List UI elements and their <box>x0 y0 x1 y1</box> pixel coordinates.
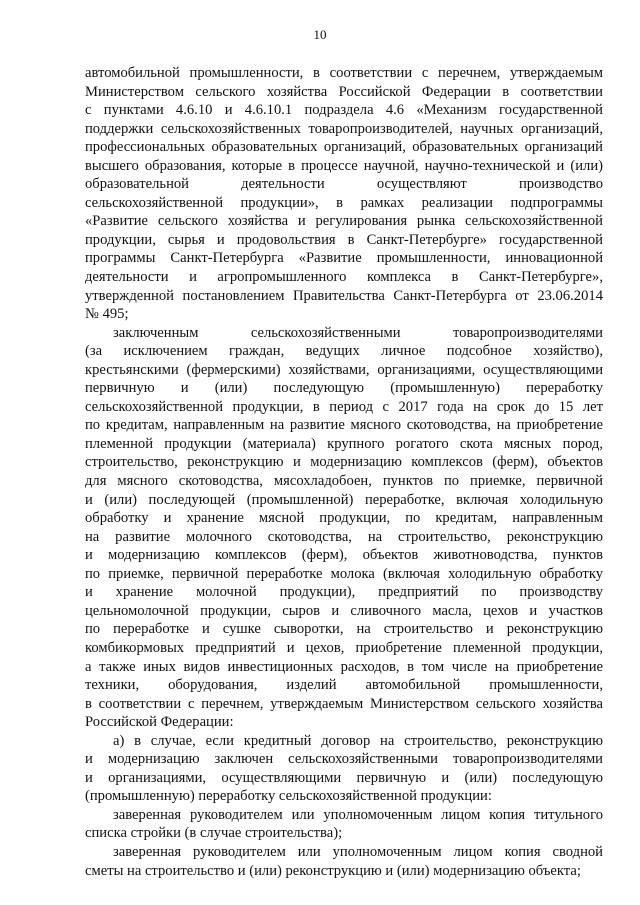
text-line: заключенным сельскохозяйственными товаропроизводителями <box>113 324 603 341</box>
text-line: крестьянскими (фермерскими) хозяйствами, организациями, осуществляющими <box>85 361 603 378</box>
text-line: программы Санкт-Петербурга «Развитие промышленности, инновационной <box>85 250 603 267</box>
body-text <box>85 64 603 880</box>
text-line: а) в случае, если кредитный договор на строительство, реконструкцию <box>113 732 603 749</box>
text-line: техники, оборудования, изделий автомобильной промышленности, <box>85 677 603 694</box>
text-line: заверенная руководителем или уполномоченным лицом копия сводной <box>113 843 603 860</box>
text-line: и (или) последующей (промышленной) переработке, включая холодильную <box>85 491 603 508</box>
page-number: 10 <box>313 27 327 42</box>
text-line: (за исключением граждан, ведущих личное подсобное хозяйство), <box>85 343 603 360</box>
text-line: первичную и (или) последующую (промышленную) переработку <box>85 380 603 397</box>
text-line: по переработке и сушке сыворотки, на строительство и реконструкцию <box>85 621 603 638</box>
text-line: строительство, реконструкцию и модернизацию комплексов (ферм), объектов <box>85 454 603 471</box>
text-line: сельскохозяйственной продукции, в период с 2017 года на срок до 15 лет <box>85 398 603 415</box>
text-line: и организациями, осуществляющими первичную и (или) последующую <box>85 769 603 786</box>
text-line: с пунктами 4.6.10 и 4.6.10.1 подраздела 4.6 «Механизм государственной <box>85 102 603 119</box>
text-line: высшего образования, которые в процессе научной, научно-технической и (или) <box>85 157 603 174</box>
text-line: заверенная руководителем или уполномоченным лицом копия титульного <box>113 806 603 823</box>
text-line: сельскохозяйственной продукции», в рамках реализации подпрограммы <box>85 194 603 211</box>
text-line: продукции, сырья и продовольствия в Санкт-Петербурге» государственной <box>85 231 603 248</box>
text-line: обработку и хранение мясной продукции, по кредитам, направленным <box>85 510 603 527</box>
text-line: на развитие молочного скотоводства, на строительство, реконструкцию <box>85 528 603 545</box>
text-line: утвержденной постановлением Правительства Санкт-Петербурга от 23.06.2014 <box>85 287 603 304</box>
text-line: и хранение молочной продукции), предприятий по производству <box>85 584 603 601</box>
text-line: деятельности и агропромышленного комплекса в Санкт-Петербурге», <box>85 269 603 286</box>
text-line: «Развитие сельского хозяйства и регулирования рынка сельскохозяйственной <box>85 213 603 230</box>
text-line: № 495; <box>85 306 129 323</box>
text-line: Российской Федерации: <box>85 714 234 731</box>
text-line: и модернизацию заключен сельскохозяйственными товаропроизводителями <box>85 751 603 768</box>
text-line: в соответствии с перечнем, утверждаемым Министерством сельского хозяйства <box>85 695 603 712</box>
text-line: племенной продукции (материала) крупного рогатого скота мясных пород, <box>85 435 603 452</box>
text-line: комбикормовых предприятий и цехов, приобретение племенной продукции, <box>85 639 603 656</box>
text-line: списка стройки (в случае строительства); <box>85 825 343 842</box>
text-line: цельномолочной продукции, сыров и сливочного масла, цехов и участков <box>85 602 603 619</box>
text-line: а также иных видов инвестиционных расходов, в том числе на приобретение <box>85 658 603 675</box>
text-line: для мясного скотоводства, мясохладобоен, пунктов по приемке, первичной <box>85 473 603 490</box>
text-line: автомобильной промышленности, в соответствии с перечнем, утверждаемым <box>85 65 603 81</box>
text-line: по приемке, первичной переработке молока (включая холодильную обработку <box>85 565 603 582</box>
text-line: сметы на строительство и (или) реконструкцию и (или) модернизацию объекта; <box>85 862 581 879</box>
text-line: профессиональных образовательных организаций, образовательных организаций <box>85 139 603 156</box>
text-line: по кредитам, направленным на развитие мясного скотоводства, на приобретение <box>85 417 603 434</box>
text-line: поддержки сельскохозяйственных товаропроизводителей, научных организаций, <box>85 120 603 137</box>
text-line: Министерством сельского хозяйства Российской Федерации в соответствии <box>85 83 603 100</box>
text-line: (промышленную) переработку сельскохозяйственной продукции: <box>85 788 492 805</box>
text-line: и модернизацию комплексов (ферм), объектов животноводства, пунктов <box>85 547 603 564</box>
text-line: образовательной деятельности осуществляют производство <box>85 176 603 193</box>
